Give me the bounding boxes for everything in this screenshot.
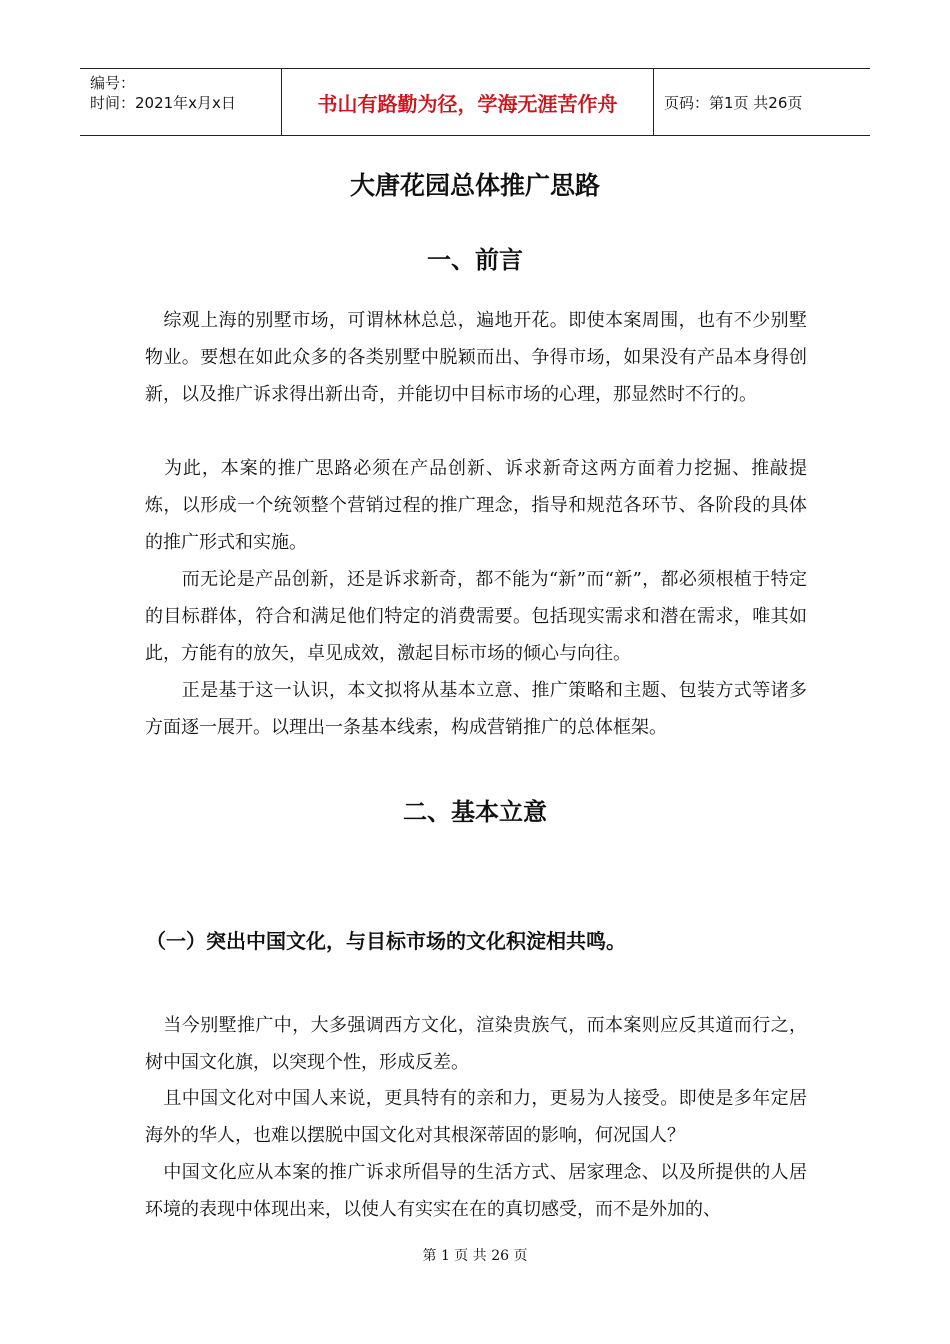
doc-code-label: 编号：: [90, 74, 136, 92]
paragraph: 且中国文化对中国人来说，更具特有的亲和力，更易为人接受。即使是多年定居海外的华人，也难以摆脱中国文化对其根深蒂固的影响，何况国人？: [145, 1088, 807, 1146]
document-header-table: [80, 68, 870, 136]
doc-time-label: 时间：2021年x月x日: [90, 94, 236, 112]
paragraph: 正是基于这一认识，本文拟将从基本立意、推广策略和主题、包装方式等诸多方面逐一展开。以理出一条基本线索，构成营销推广的总体框架。: [145, 680, 807, 738]
subsection-heading: （一）突出中国文化，与目标市场的文化积淀相共鸣。: [146, 929, 626, 953]
header-motto: 书山有路勤为径，学海无涯苦作舟: [281, 69, 654, 135]
section-heading-preface: 一、前言: [427, 246, 523, 274]
paragraph: 综观上海的别墅市场，可谓林林总总，遍地开花。即使本案周围，也有不少别墅物业。要想在如此众多的各类别墅中脱颖而出、争得市场，如果没有产品本身得创新，以及推广诉求得出新出奇，并能切中目标市场的心理，那显然时不行的。: [145, 310, 807, 405]
paragraph: 中国文化应从本案的推广诉求所倡导的生活方式、居家理念、以及所提供的人居环境的表现中体现出来，以使人有实实在在的真切感受，而不是外加的、: [145, 1162, 807, 1220]
document-title: 大唐花园总体推广思路: [349, 171, 600, 200]
paragraph: 为此，本案的推广思路必须在产品创新、诉求新奇这两方面着力挖掘、推敲提炼，以形成一个统领整个营销过程的推广理念，指导和规范各环节、各阶段的具体的推广形式和实施。: [145, 458, 807, 553]
paragraph: 当今别墅推广中，大多强调西方文化，渲染贵族气，而本案则应反其道而行之，树中国文化旗，以突现个性，形成反差。: [145, 1015, 807, 1073]
header-meta-cell: [80, 69, 281, 135]
header-page-info: 页码：第1页 共26页: [664, 93, 803, 112]
section-heading-basic-concept: 二、基本立意: [403, 798, 547, 826]
page-footer: 第 1 页 共 26 页: [422, 1248, 528, 1264]
paragraph: 而无论是产品创新，还是诉求新奇，都不能为“新”而“新”，都必须根植于特定的目标群体，符合和满足他们特定的消费需要。包括现实需求和潜在需求，唯其如此，方能有的放矢，卓见成效，激起目标市场的倾心与向往。: [145, 569, 807, 664]
